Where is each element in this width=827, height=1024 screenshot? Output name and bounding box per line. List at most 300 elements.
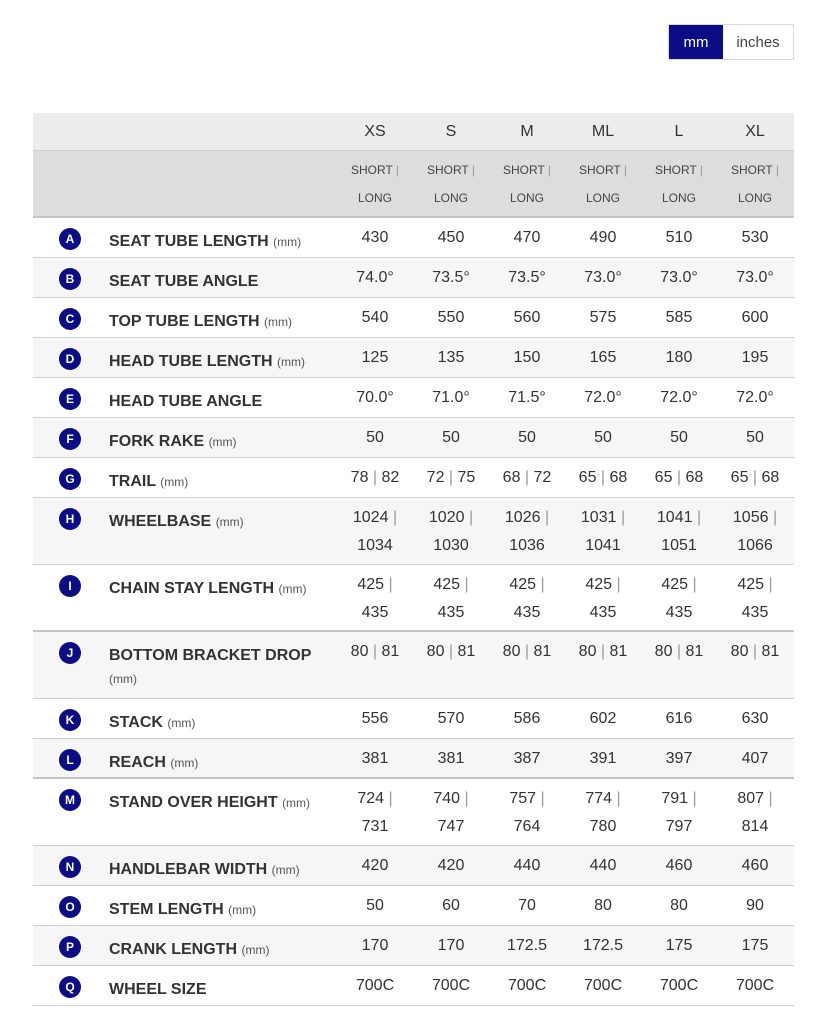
inches-unit-button[interactable]: inches [723,25,793,59]
short-label [351,156,399,184]
value-cell: 195 [741,349,769,366]
short-label [579,156,627,184]
long-value: 435 [437,604,465,621]
short-value: 1041 | [656,509,702,526]
mm-unit-button[interactable]: mm [669,25,723,59]
long-value: 435 [741,604,769,621]
row-unit: (mm) [278,582,307,596]
short-value: 774 | [585,790,621,807]
value-cell [565,498,641,564]
value-cell: 73.0° [660,269,698,286]
value-cell [641,498,717,564]
separator: | [471,162,476,177]
long-value: 81 [609,643,628,660]
letter-cell [33,218,109,257]
row-label [109,739,337,777]
value-cell: 700C [431,977,471,994]
value-cell: 570 [437,710,465,727]
letter-cell [33,926,109,965]
row-label-text: HEAD TUBE ANGLE [109,393,263,410]
table-row [33,378,794,418]
value-cell: 387 [513,750,541,767]
separator: | [388,790,393,807]
row-unit: (mm) [282,796,311,810]
value-cell: 125 [361,349,389,366]
separator: | [540,576,545,593]
row-values [337,632,794,698]
row-unit: (mm) [241,943,270,957]
row-label [109,632,337,698]
value-cell: 90 [746,897,764,914]
row-letter-badge: O [59,896,81,918]
separator: | [616,576,621,593]
short-value: 1024 | [352,509,398,526]
short-value: 80 [730,643,749,660]
table-row [33,338,794,378]
long-value: 814 [741,818,769,835]
row-label [109,886,337,925]
long-value: 1041 [585,537,621,554]
size-header-xl: XL [745,122,765,140]
value-cell [565,565,641,630]
short-long-cell [489,151,565,216]
row-label [109,779,337,845]
row-unit: (mm) [228,903,257,917]
row-label-text: STAND OVER HEIGHT [109,794,278,811]
value-cell [717,779,793,845]
short-label [731,156,779,184]
value-cell: 165 [589,349,617,366]
separator: | [388,576,393,593]
value-cell [565,632,641,698]
long-value: 81 [381,643,400,660]
short-value: 807 | [737,790,773,807]
short-text: SHORT [426,162,469,177]
short-value: 740 | [433,790,469,807]
value-cell: 560 [513,309,541,326]
long-value: 435 [665,604,693,621]
short-long-header-row [33,151,794,218]
value-cell: 630 [741,710,769,727]
short-value: 80 [426,643,445,660]
separator: | [464,790,469,807]
short-value: 757 | [509,790,545,807]
value-cell: 616 [665,710,693,727]
row-values [337,926,794,965]
value-cell: 420 [437,857,465,874]
row-label [109,338,337,377]
value-cell [717,498,793,564]
long-label: LONG [433,190,468,205]
value-cell: 135 [437,349,465,366]
row-unit: (mm) [277,355,305,369]
separator: | [540,790,545,807]
long-value: 68 [685,469,704,486]
value-cell [717,632,793,698]
separator: | [468,509,474,526]
short-value: 80 [578,643,597,660]
short-value: 80 [350,643,369,660]
row-label-text: SEAT TUBE LENGTH [109,233,269,250]
separator: | [524,643,530,660]
value-cell [413,498,489,564]
value-cell: 73.5° [432,269,470,286]
separator: | [448,469,454,486]
row-letter-badge: E [59,388,81,410]
table-row [33,632,794,699]
table-row [33,779,794,846]
separator: | [676,469,682,486]
table-row [33,418,794,458]
short-text: SHORT [730,162,773,177]
short-value: 425 | [357,576,393,593]
value-cell: 585 [665,309,693,326]
long-value: 1036 [509,537,545,554]
table-row [33,258,794,298]
letter-cell [33,699,109,738]
table-row [33,846,794,886]
row-label-text: HEAD TUBE LENGTH [109,353,273,370]
value-cell: 71.5° [508,389,546,406]
row-values [337,699,794,738]
long-label: LONG [509,190,544,205]
row-label-text: TOP TUBE LENGTH [109,313,260,330]
value-cell: 575 [589,309,617,326]
letter-cell [33,846,109,885]
value-cell [641,565,717,630]
row-label-text: HANDLEBAR WIDTH [109,861,268,878]
short-value: 425 | [585,576,621,593]
separator: | [372,643,378,660]
geometry-table [33,113,794,1006]
value-cell: 490 [589,229,617,246]
letter-cell [33,632,109,698]
value-cell: 60 [442,897,460,914]
short-value: 65 [730,469,749,486]
short-long-cell [641,151,717,216]
size-header-row [33,113,794,151]
short-text: SHORT [578,162,621,177]
row-label-text: STEM LENGTH [109,901,224,918]
long-value: 1051 [661,537,697,554]
value-cell: 175 [665,937,693,954]
separator: | [616,790,621,807]
row-values [337,565,794,630]
row-label-text: WHEELBASE [109,513,212,530]
row-unit: (mm) [109,672,137,686]
long-value: 68 [609,469,628,486]
value-cell [717,565,793,630]
row-letter-badge: C [59,308,81,330]
value-cell [413,565,489,630]
value-cell: 700C [355,977,395,994]
long-value: 82 [381,469,400,486]
value-cell [489,632,565,698]
row-letter-badge: D [59,348,81,370]
short-text: SHORT [654,162,697,177]
value-cell: 50 [518,429,536,446]
value-cell [337,565,413,630]
long-value: 435 [513,604,541,621]
unit-toggle [668,24,794,60]
row-label-text: SEAT TUBE ANGLE [109,273,259,290]
row-unit: (mm) [160,475,189,489]
separator: | [768,576,773,593]
row-letter-badge: J [59,642,81,664]
value-cell: 170 [437,937,465,954]
separator: | [692,790,697,807]
value-cell [413,458,489,497]
letter-cell [33,378,109,417]
value-cell: 407 [741,750,769,767]
value-cell: 700C [735,977,775,994]
row-unit: (mm) [208,435,237,449]
row-unit: (mm) [170,756,199,770]
value-cell: 397 [665,750,693,767]
separator: | [547,162,552,177]
short-label [427,156,475,184]
long-value: 764 [513,818,541,835]
row-label [109,565,337,630]
short-value: 724 | [357,790,393,807]
table-row [33,886,794,926]
short-value: 80 [502,643,521,660]
row-letter-badge: L [59,749,81,771]
short-value: 65 [654,469,673,486]
long-value: 1034 [357,537,393,554]
short-value: 1020 | [428,509,474,526]
separator: | [544,509,550,526]
row-letter-badge: G [59,468,81,490]
short-value: 425 | [433,576,469,593]
value-cell: 460 [741,857,769,874]
row-letter-badge: P [59,936,81,958]
row-label [109,498,337,564]
long-label: LONG [661,190,696,205]
row-label-text: CHAIN STAY LENGTH [109,580,275,597]
separator: | [372,469,378,486]
separator: | [752,469,758,486]
long-value: 81 [685,643,704,660]
table-row [33,458,794,498]
row-values [337,218,794,257]
row-letter-badge: Q [59,976,81,998]
value-cell: 700C [583,977,623,994]
long-value: 435 [589,604,617,621]
value-cell [717,458,793,497]
row-label [109,846,337,885]
letter-cell [33,258,109,297]
separator: | [623,162,628,177]
long-value: 435 [361,604,389,621]
separator: | [600,643,606,660]
value-cell: 381 [361,750,389,767]
long-value: 731 [361,818,389,835]
value-cell: 74.0° [356,269,394,286]
row-letter-badge: B [59,268,81,290]
row-values [337,498,794,564]
value-cell: 450 [437,229,465,246]
row-label [109,458,337,497]
row-label [109,378,337,417]
value-cell: 550 [437,309,465,326]
separator: | [772,509,778,526]
long-value: 797 [665,818,693,835]
separator: | [768,790,773,807]
value-cell [565,779,641,845]
letter-cell [33,739,109,777]
short-text: SHORT [502,162,545,177]
value-cell [413,632,489,698]
value-cell: 50 [594,429,612,446]
row-letter-badge: I [59,575,81,597]
row-label [109,926,337,965]
value-cell: 381 [437,750,465,767]
row-label [109,699,337,738]
separator: | [692,576,697,593]
row-values [337,739,794,777]
short-value: 65 [578,469,597,486]
row-letter-badge: F [59,428,81,450]
value-cell [489,565,565,630]
separator: | [699,162,704,177]
table-row [33,926,794,966]
row-label-text: FORK RAKE [109,433,205,450]
value-cell: 50 [442,429,460,446]
table-row [33,298,794,338]
value-cell [489,779,565,845]
letter-cell [33,565,109,630]
short-long-cell [717,151,793,216]
long-value: 1066 [737,537,773,554]
row-label [109,258,337,297]
separator: | [395,162,400,177]
value-cell: 700C [507,977,547,994]
row-unit: (mm) [215,515,244,529]
value-cell: 72.0° [584,389,622,406]
value-cell: 430 [361,229,389,246]
value-cell: 170 [361,937,389,954]
size-header-s: S [445,122,457,140]
letter-cell [33,779,109,845]
row-values [337,378,794,417]
value-cell: 440 [589,857,617,874]
long-label: LONG [357,190,392,205]
short-value: 1056 | [732,509,778,526]
value-cell: 50 [366,429,384,446]
size-header-m: M [520,122,534,140]
short-value: 425 | [509,576,545,593]
short-value: 791 | [661,790,697,807]
row-label-text: CRANK LENGTH [109,941,237,958]
value-cell [641,779,717,845]
geometry-rows [33,218,794,1006]
row-letter-badge: K [59,709,81,731]
row-unit: (mm) [263,315,292,329]
row-label-text: WHEEL SIZE [109,981,207,998]
value-cell: 180 [665,349,693,366]
table-row [33,498,794,565]
table-row [33,966,794,1006]
letter-cell [33,498,109,564]
row-label-text: STACK [109,714,163,731]
value-cell: 391 [589,750,617,767]
value-cell [641,458,717,497]
value-cell: 150 [513,349,541,366]
row-label-text: TRAIL [109,473,156,490]
value-cell: 50 [746,429,764,446]
table-row [33,565,794,632]
value-cell: 80 [670,897,688,914]
row-unit: (mm) [273,235,302,249]
separator: | [696,509,702,526]
row-values [337,298,794,337]
separator: | [524,469,530,486]
value-cell: 540 [361,309,389,326]
value-cell [565,458,641,497]
short-value: 425 | [661,576,697,593]
value-cell: 72.0° [660,389,698,406]
short-value: 1026 | [504,509,550,526]
short-value: 80 [654,643,673,660]
short-value: 72 [426,469,445,486]
value-cell: 602 [589,710,617,727]
letter-cell [33,298,109,337]
value-cell: 586 [513,710,541,727]
separator: | [392,509,398,526]
row-values [337,966,794,1005]
size-header-xs: XS [364,122,386,140]
separator: | [676,643,682,660]
value-cell: 440 [513,857,541,874]
value-cell [641,632,717,698]
long-value: 68 [761,469,780,486]
row-label-text: BOTTOM BRACKET DROP [109,647,312,664]
table-row [33,218,794,258]
value-cell: 50 [670,429,688,446]
row-label-text: REACH [109,754,166,771]
value-cell [413,779,489,845]
row-values [337,418,794,457]
value-cell: 73.0° [736,269,774,286]
value-cell [489,498,565,564]
separator: | [464,576,469,593]
long-value: 747 [437,818,465,835]
long-value: 780 [589,818,617,835]
row-values [337,779,794,845]
value-cell: 73.5° [508,269,546,286]
long-value: 72 [533,469,552,486]
row-unit: (mm) [167,716,196,730]
value-cell: 470 [513,229,541,246]
header-spacer [33,113,337,150]
value-cell [337,632,413,698]
short-long-cell [565,151,641,216]
long-value: 81 [533,643,552,660]
value-cell: 70.0° [356,389,394,406]
long-label: LONG [585,190,620,205]
letter-cell [33,458,109,497]
value-cell: 80 [594,897,612,914]
value-cell: 73.0° [584,269,622,286]
letter-cell [33,418,109,457]
row-values [337,846,794,885]
row-letter-badge: H [59,508,81,530]
short-value: 425 | [737,576,773,593]
value-cell: 510 [665,229,693,246]
value-cell: 420 [361,857,389,874]
row-letter-badge: M [59,789,81,811]
